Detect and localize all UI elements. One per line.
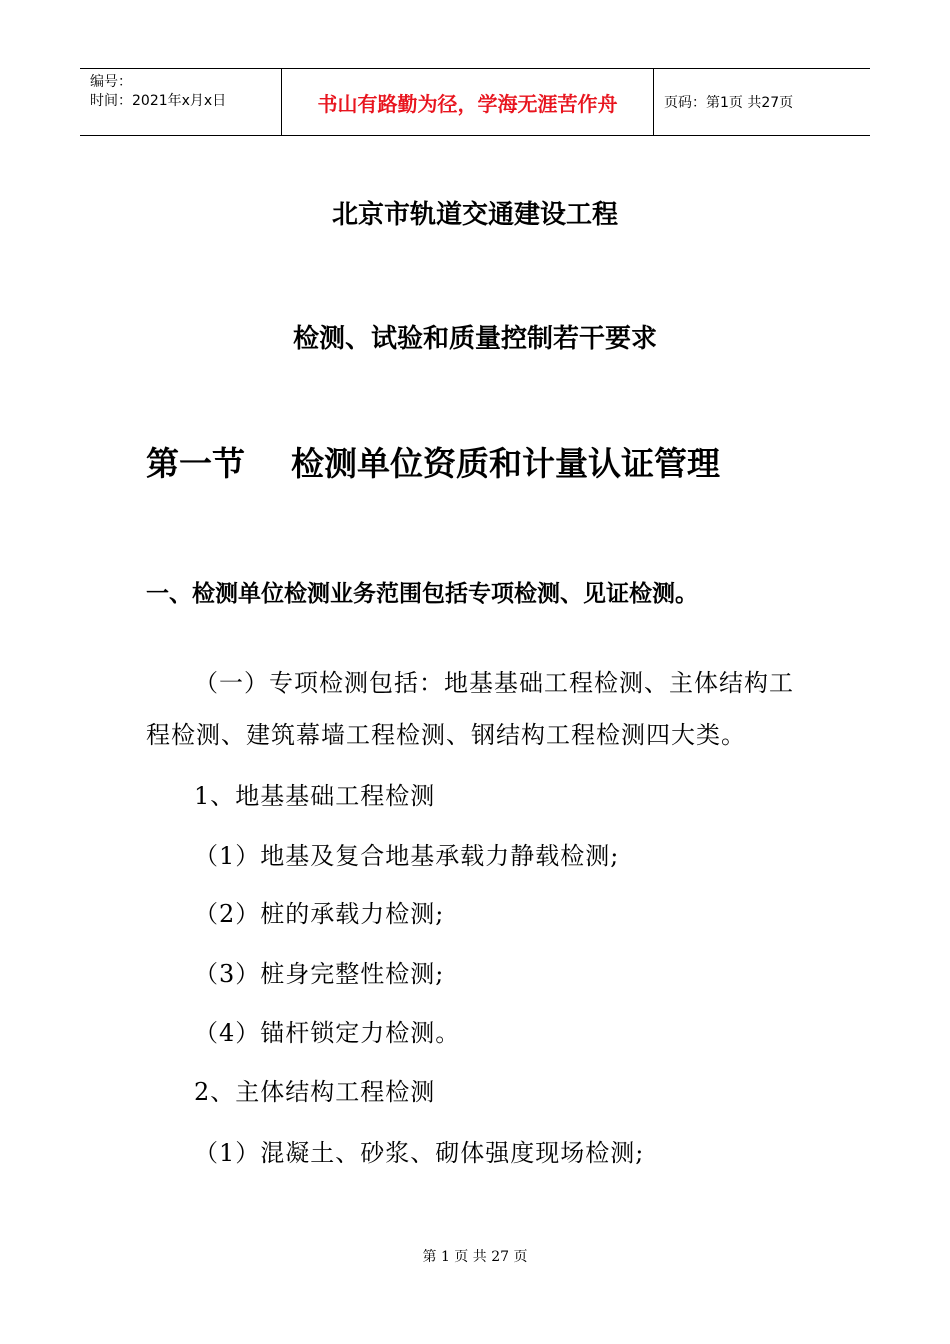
list-item: 1、地基基础工程检测 [194, 782, 436, 810]
header-number-label: 编号： [90, 74, 132, 90]
subsection-title: 一、检测单位检测业务范围包括专项检测、见证检测。 [146, 581, 698, 607]
paragraph: （一）专项检测包括：地基基础工程检测、主体结构工程检测、建筑幕墙工程检测、钢结构工程检测四大类。 [146, 669, 794, 749]
doc-title-line1: 北京市轨道交通建设工程 [331, 200, 618, 230]
list-item: 2、主体结构工程检测 [194, 1078, 436, 1106]
page-header [80, 68, 870, 136]
header-page-info: 页码：第1页 共27页 [664, 95, 794, 111]
list-item: （3）桩身完整性检测; [194, 960, 445, 988]
list-item: （2）桩的承载力检测; [194, 900, 445, 928]
header-motto: 书山有路勤为径，学海无涯苦作舟 [282, 69, 654, 135]
doc-title-line2: 检测、试验和质量控制若干要求 [292, 324, 657, 354]
page-footer: 第 1 页 共 27 页 [422, 1249, 528, 1265]
header-date-label: 时间：2021年x月x日 [90, 93, 227, 109]
header-meta [80, 69, 282, 135]
list-item: （1）地基及复合地基承载力静载检测; [194, 842, 620, 870]
list-item: （4）锚杆锁定力检测。 [194, 1019, 461, 1047]
section-title: 第一节 检测单位资质和计量认证管理 [146, 444, 720, 483]
list-item: （1）混凝土、砂浆、砌体强度现场检测; [194, 1139, 645, 1167]
